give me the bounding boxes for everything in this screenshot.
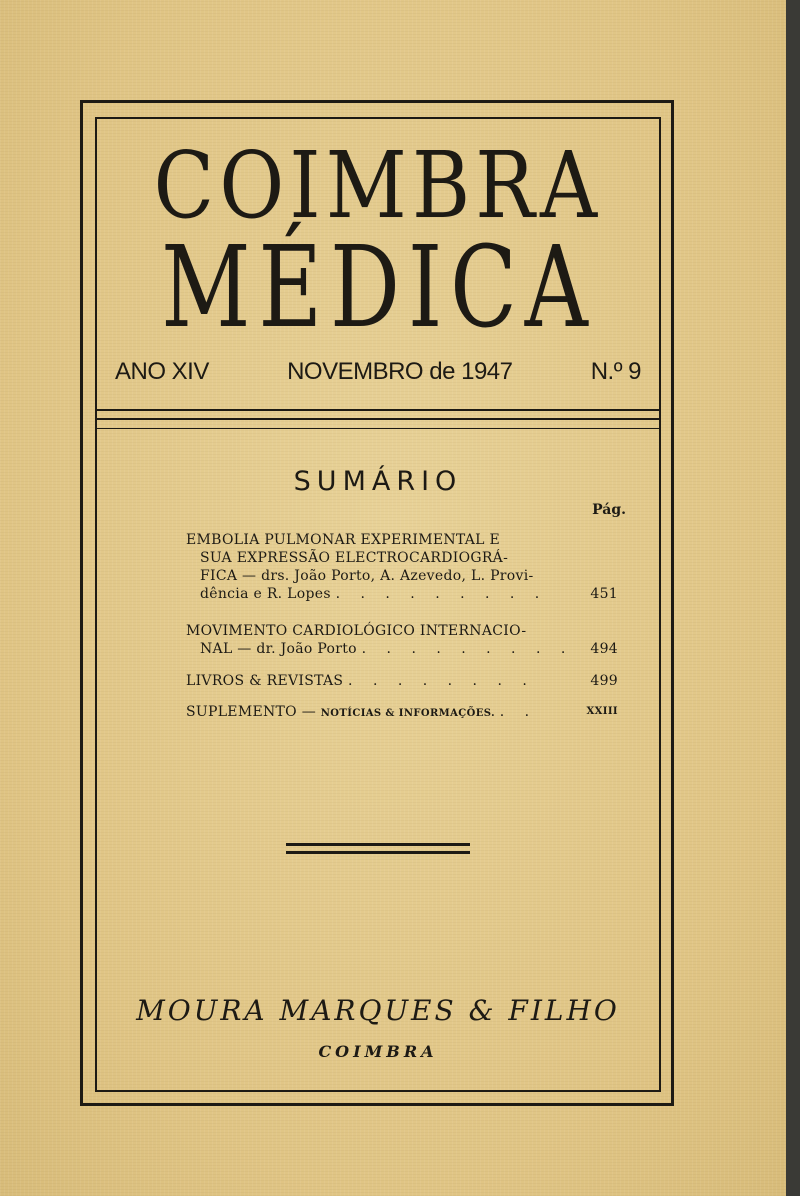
header-rule-middle [97,418,659,420]
toc-entry-line: dência e R. Lopes [200,586,331,602]
publisher-name: MOURA MARQUES & FILHO [136,994,620,1027]
toc-entry-line: SUA EXPRESSÃO ELECTROCARDIOGRÁ- [200,550,509,566]
summary-heading: SUMÁRIO [293,466,463,497]
toc-entry-livros [186,672,618,690]
masthead-title-line-2: MÉDICA [161,223,596,353]
masthead-title-line-1: COIMBRA [153,132,603,239]
toc-entry-movimento [186,622,618,658]
toc-entry-suplemento [186,703,618,721]
toc-entry-line: FICA — drs. João Porto, A. Azevedo, L. Provi- [200,568,534,584]
toc-page-number: 499 [590,673,618,689]
toc-leader-dots: . . [499,704,538,720]
issue-date: NOVEMBRO de 1947 [287,358,513,385]
toc-entry-line: EMBOLIA PULMONAR EXPERIMENTAL E [186,532,501,548]
toc-leader-dots: . . . . . . . . . [361,641,574,657]
toc-entry-embolia [186,531,618,603]
toc-entry-last-line [186,703,618,721]
toc-entry-subtitle: NOTÍCIAS & INFORMAÇÕES. [320,708,495,719]
toc-entry-line: SUPLEMENTO — [186,704,316,720]
toc-leader-dots: . . . . . . . . [348,673,535,689]
toc-entry-line: MOVIMENTO CARDIOLÓGICO INTERNACIO- [186,623,527,639]
ornament-rule-bottom [286,851,470,854]
issue-number: N.º 9 [590,358,641,385]
issue-info-line [115,358,641,386]
toc-entry-line: NAL — dr. João Porto [200,641,357,657]
header-rule-top [97,409,659,411]
toc-page-number: 451 [590,586,618,602]
header-rule-bottom [97,428,659,429]
page-column-label: Pág. [592,502,626,518]
toc-entry-line: LIVROS & REVISTAS [186,673,344,689]
toc-entry-last-line [186,672,618,690]
ornament-rule-top [286,843,470,846]
toc-page-number: XXIII [586,706,618,717]
publisher-city: COIMBRA [318,1042,438,1061]
toc-entry-last-line [186,585,618,603]
toc-page-number: 494 [590,641,618,657]
toc-leader-dots: . . . . . . . . . [335,586,548,602]
issue-year: ANO XIV [115,358,209,385]
toc-entry-last-line [186,640,618,658]
